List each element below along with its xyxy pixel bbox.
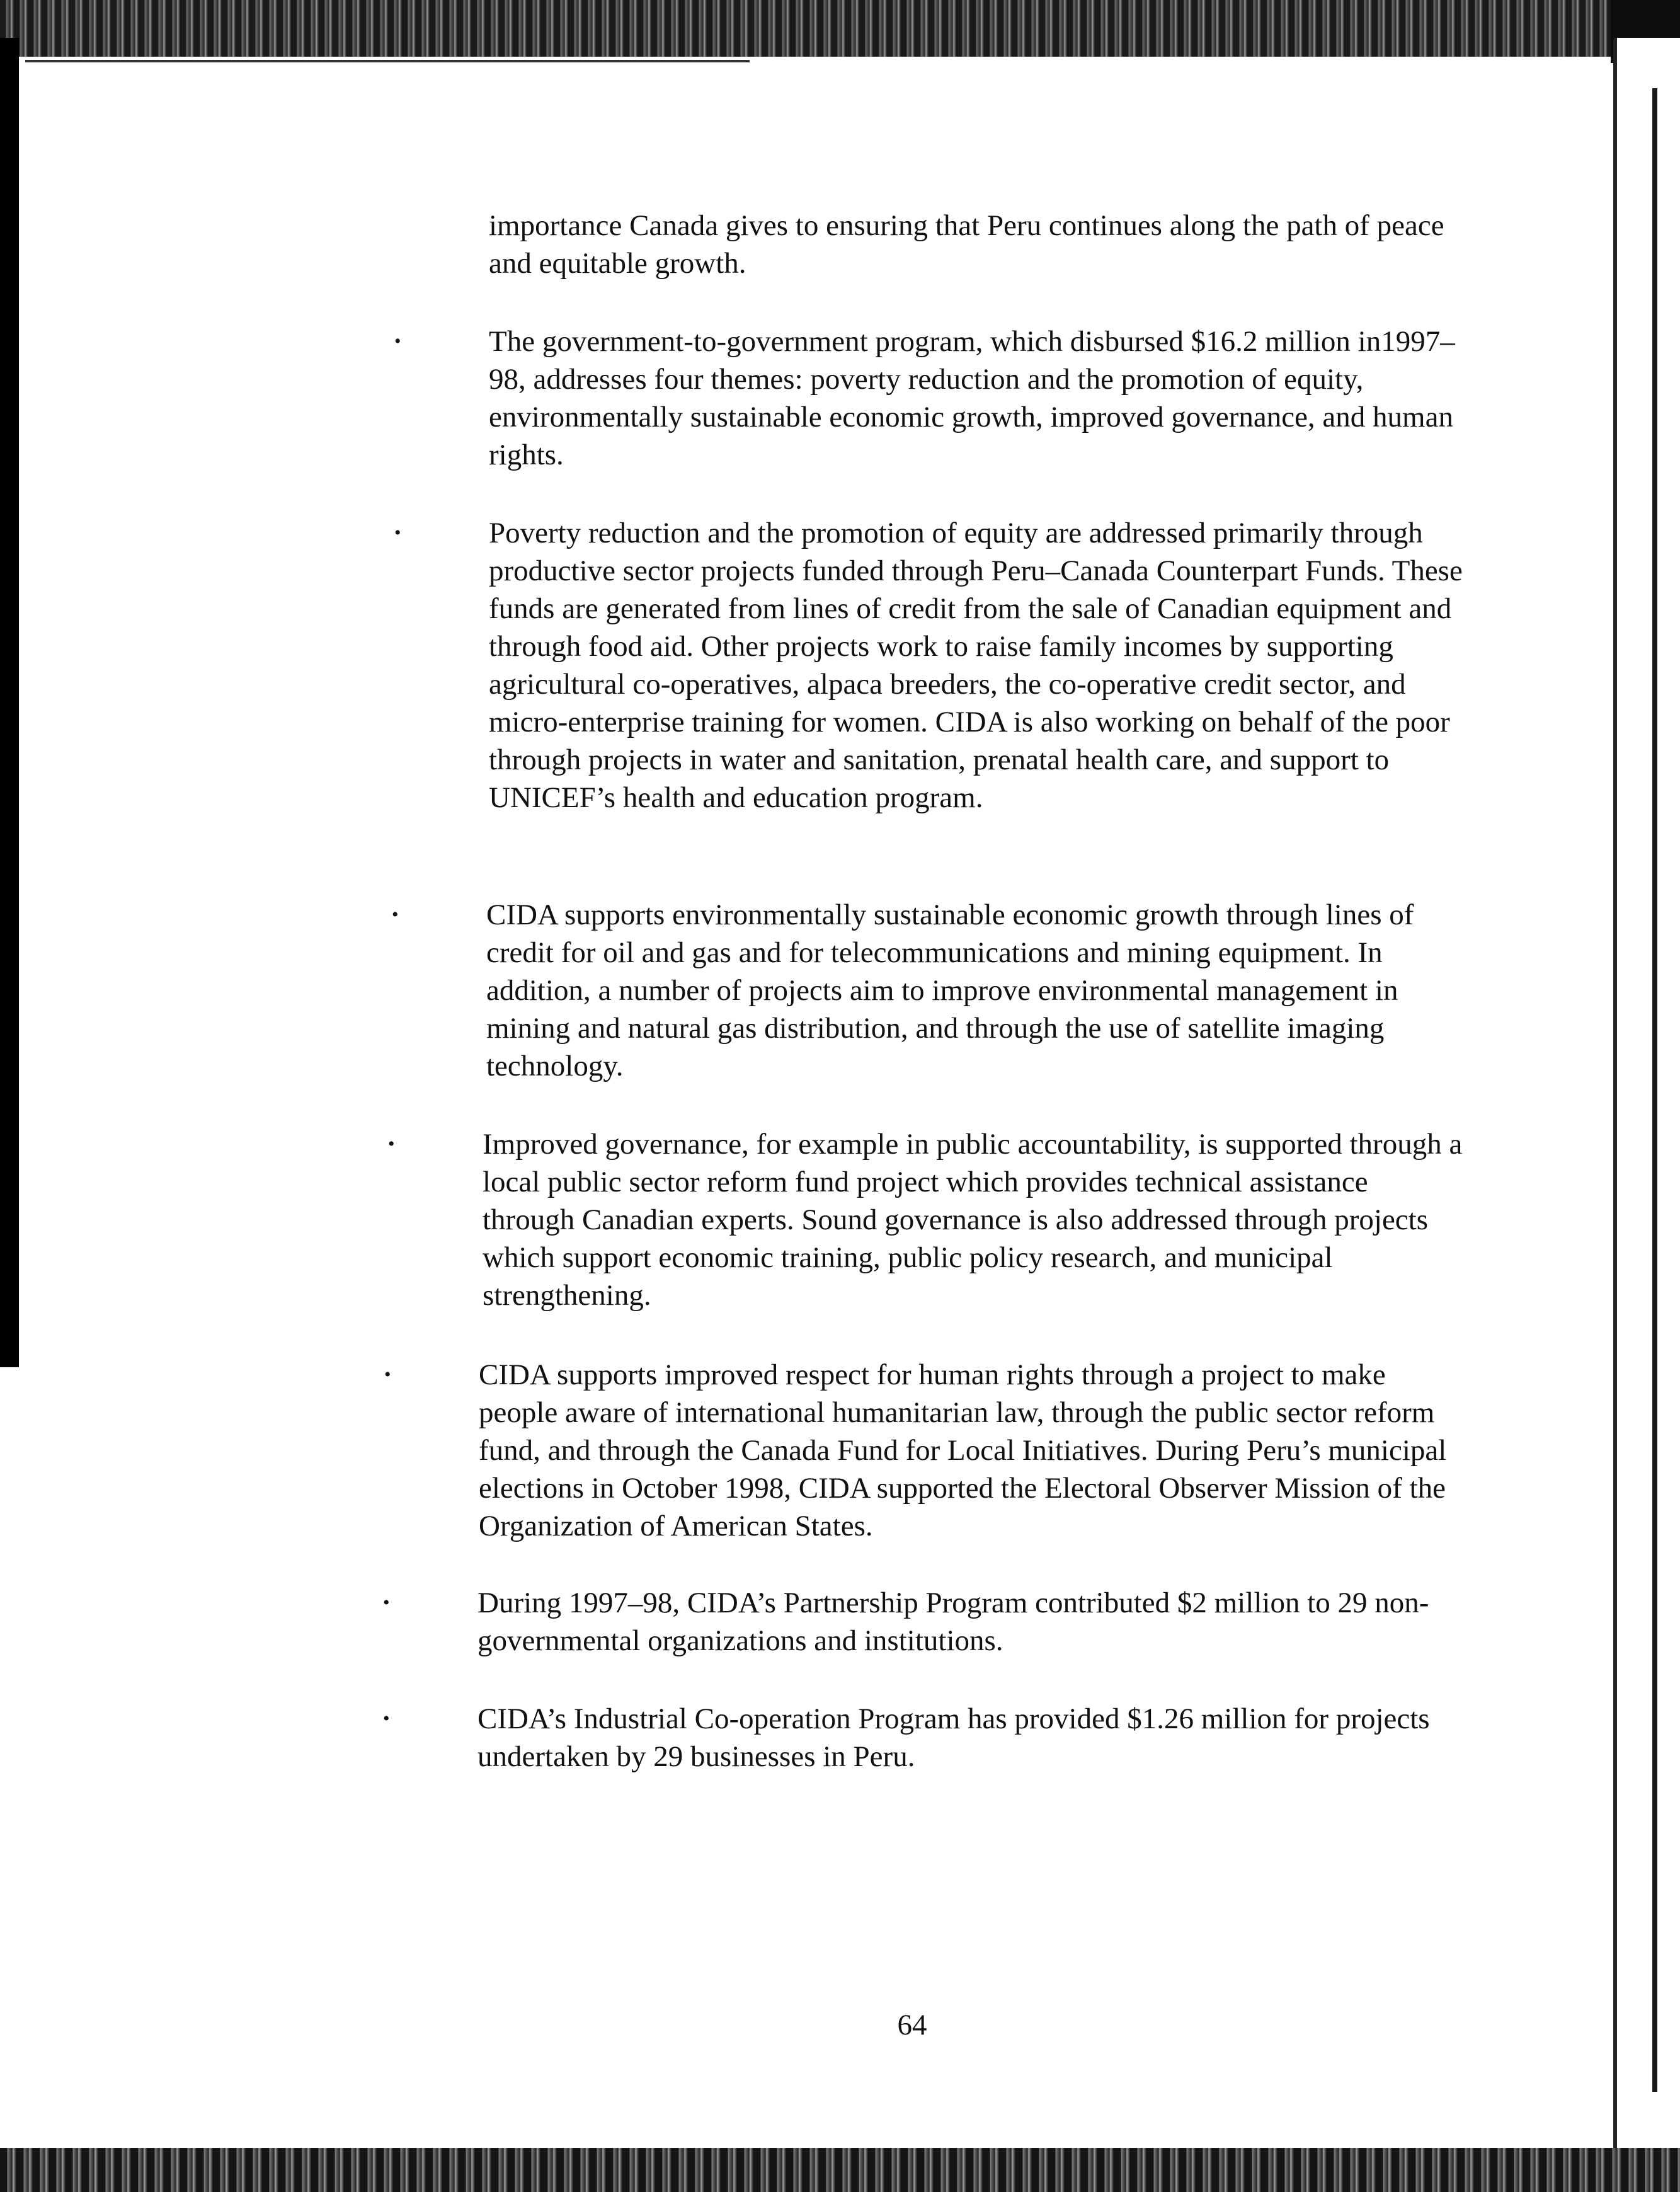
scan-top-rule: [25, 60, 750, 62]
scan-bottom-border: [0, 2148, 1680, 2192]
bullet-item-industrial-cooperation: [383, 1700, 1460, 1776]
scan-left-edge: [0, 38, 19, 1367]
bullet-item-poverty-reduction: [394, 514, 1471, 817]
bullet-marker: •: [388, 1133, 395, 1154]
bullet-text: Poverty reduction and the promotion of equity are addressed primarily through productive sector projects funded through Peru–Canada Counterpart Funds. These funds are generated from lines of credit from the sale of Canadian equipment and through food aid. Other projects work to raise family incomes by supporting agricultural co-operatives, alpaca breeders, the co-operative credit sector, and micro-enterprise training for women. CIDA is also working on behalf of the poor through projects in water and sanitation, prenatal health care, and support to UNICEF’s health and education program.: [489, 517, 1463, 814]
bullet-text: CIDA supports improved respect for human rights through a project to make people aware of international humanitarian law, through the public sector reform fund, and through the Canada Fund for Local Initiatives. During Peru’s municipal elections in October 1998, CIDA supported the Electoral Observer Mission of the Organization of American States.: [479, 1358, 1447, 1542]
continuation-paragraph: importance Canada gives to ensuring that Peru continues along the path of peace and equitable growth.: [489, 209, 1444, 280]
bullet-item-environmental-growth: [392, 896, 1469, 1085]
bullet-text: CIDA supports environmentally sustainable economic growth through lines of credit for oil and gas and for telecommunications and mining equipment. In addition, a number of projects aim to improve environmental management in mining and natural gas distribution, and through the use of satellite imaging technology.: [486, 898, 1414, 1082]
bullet-text: CIDA’s Industrial Co-operation Program has provided $1.26 million for projects undertaken by 29 businesses in Peru.: [477, 1702, 1430, 1773]
bullet-marker: •: [394, 522, 401, 543]
bullet-marker: •: [392, 904, 399, 925]
bullet-item-government-program: [394, 323, 1471, 474]
bullet-item-human-rights: [384, 1356, 1461, 1545]
scan-right-edge: [1613, 38, 1680, 2149]
bullet-marker: •: [394, 331, 401, 352]
bullet-text: During 1997–98, CIDA’s Partnership Program contributed $2 million to 29 non-governmental organizations and institutions.: [477, 1587, 1429, 1657]
bullet-item-improved-governance: [388, 1125, 1465, 1314]
bullet-marker: •: [383, 1708, 390, 1729]
bullet-text: Improved governance, for example in public accountability, is supported through a local public sector reform fund project which provides technical assistance through Canadian experts. Sound governance is also addressed through projects which support economic training, public policy research, and municipal strengthening.: [483, 1128, 1463, 1312]
bullet-marker: •: [383, 1592, 390, 1613]
bullet-text: The government-to-government program, which disbursed $16.2 million in1997–98, addresses four themes: poverty reduction and the promotion of equity, environmentally sustainable economic growth, improved governance, and human rights.: [489, 325, 1455, 471]
bullet-marker: •: [384, 1364, 391, 1385]
page-number: 64: [897, 2009, 927, 2041]
bullet-item-partnership-program: [383, 1584, 1460, 1660]
scan-top-border: [0, 0, 1680, 57]
